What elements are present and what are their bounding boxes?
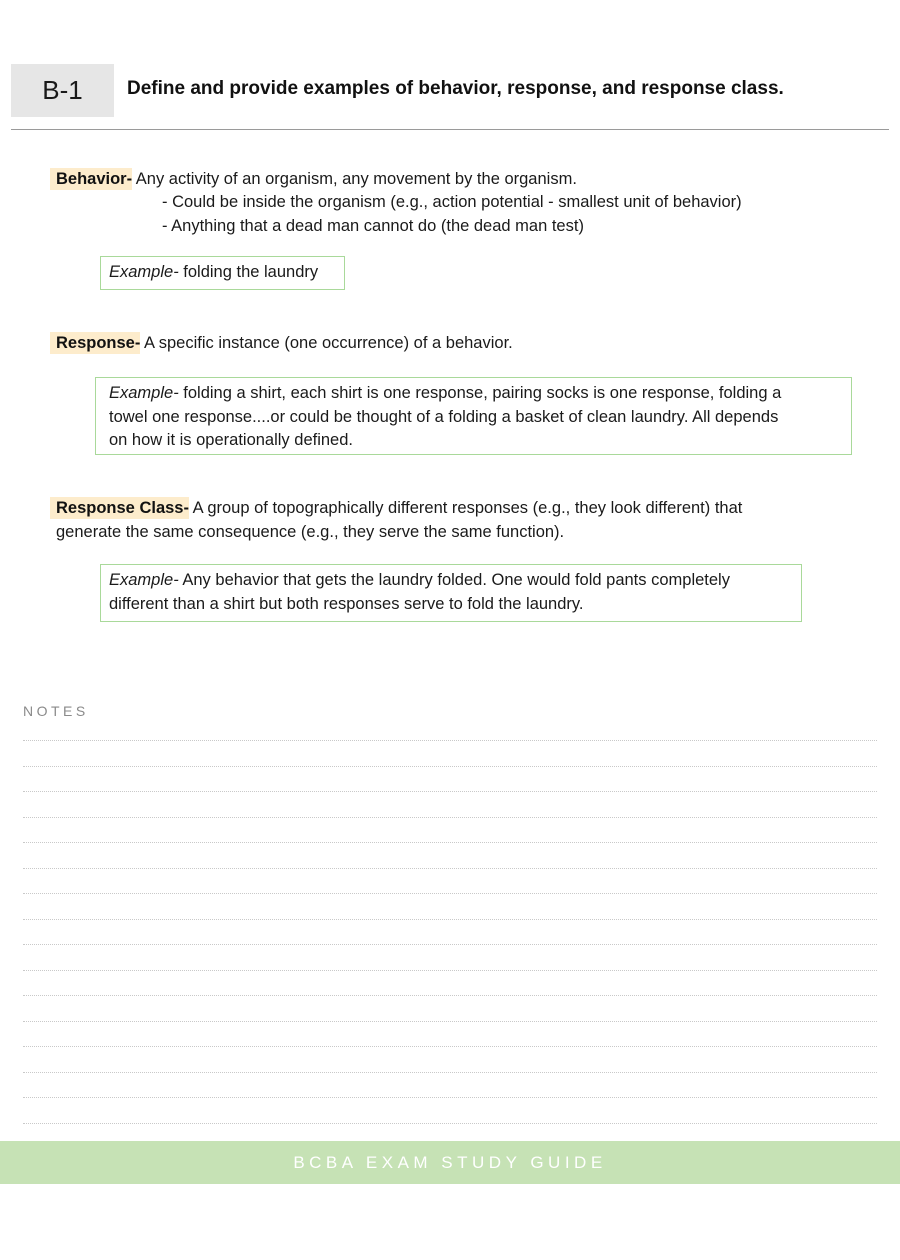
behavior-bullet: - Could be inside the organism (e.g., action potential - smallest unit of behavior) — [162, 193, 742, 211]
notes-rule-line — [23, 893, 877, 894]
notes-rule-line — [23, 919, 877, 920]
notes-rule-line — [23, 1072, 877, 1073]
notes-rule-line — [23, 817, 877, 818]
response-definition — [50, 334, 513, 353]
notes-rule-line — [23, 995, 877, 996]
notes-rule-line — [23, 970, 877, 971]
notes-rule-line — [23, 1123, 877, 1124]
behavior-definition — [50, 170, 577, 189]
behavior-example-box — [100, 256, 345, 290]
notes-label: NOTES — [23, 703, 89, 719]
notes-rule-line — [23, 1021, 877, 1022]
notes-rule-line — [23, 944, 877, 945]
response-class-definition-text: A group of topographically different responses (e.g., they look different) that — [188, 499, 743, 517]
header-divider — [11, 129, 889, 130]
notes-rule-line — [23, 868, 877, 869]
example-label: Example- — [109, 384, 179, 402]
notes-rule-line — [23, 842, 877, 843]
response-class-definition — [50, 499, 742, 518]
response-definition-text: A specific instance (one occurrence) of a behavior. — [140, 334, 513, 352]
example-label: Example- — [109, 263, 179, 281]
notes-rule-line — [23, 766, 877, 767]
example-text: on how it is operationally defined. — [109, 431, 353, 449]
notes-rule-line — [23, 740, 877, 741]
example-label: Example- — [109, 571, 179, 589]
page-title: Define and provide examples of behavior, response, and response class. — [127, 78, 784, 99]
response-class-term: Response Class- — [50, 497, 189, 519]
response-class-definition-cont: generate the same consequence (e.g., they serve the same function). — [56, 523, 565, 541]
section-code-badge: B-1 — [11, 64, 114, 117]
response-class-example-box — [100, 564, 802, 622]
example-text: towel one response....or could be thought of a folding a basket of clean laundry. All depends — [109, 407, 779, 426]
footer-banner: BCBA EXAM STUDY GUIDE — [0, 1141, 900, 1184]
response-term: Response- — [50, 332, 140, 354]
notes-rule-line — [23, 1097, 877, 1098]
example-text: folding the laundry — [178, 263, 319, 281]
notes-rule-line — [23, 791, 877, 792]
response-example-box — [95, 377, 852, 455]
behavior-term: Behavior- — [50, 168, 132, 190]
notes-rule-line — [23, 1046, 877, 1047]
behavior-definition-text: Any activity of an organism, any movement by the organism. — [132, 170, 577, 188]
example-text: folding a shirt, each shirt is one response, pairing socks is one response, folding a — [178, 384, 782, 402]
example-text: different than a shirt but both responses serve to fold the laundry. — [109, 594, 584, 613]
example-text: Any behavior that gets the laundry folded. One would fold pants completely — [178, 571, 730, 589]
behavior-bullet: - Anything that a dead man cannot do (the dead man test) — [162, 217, 584, 235]
